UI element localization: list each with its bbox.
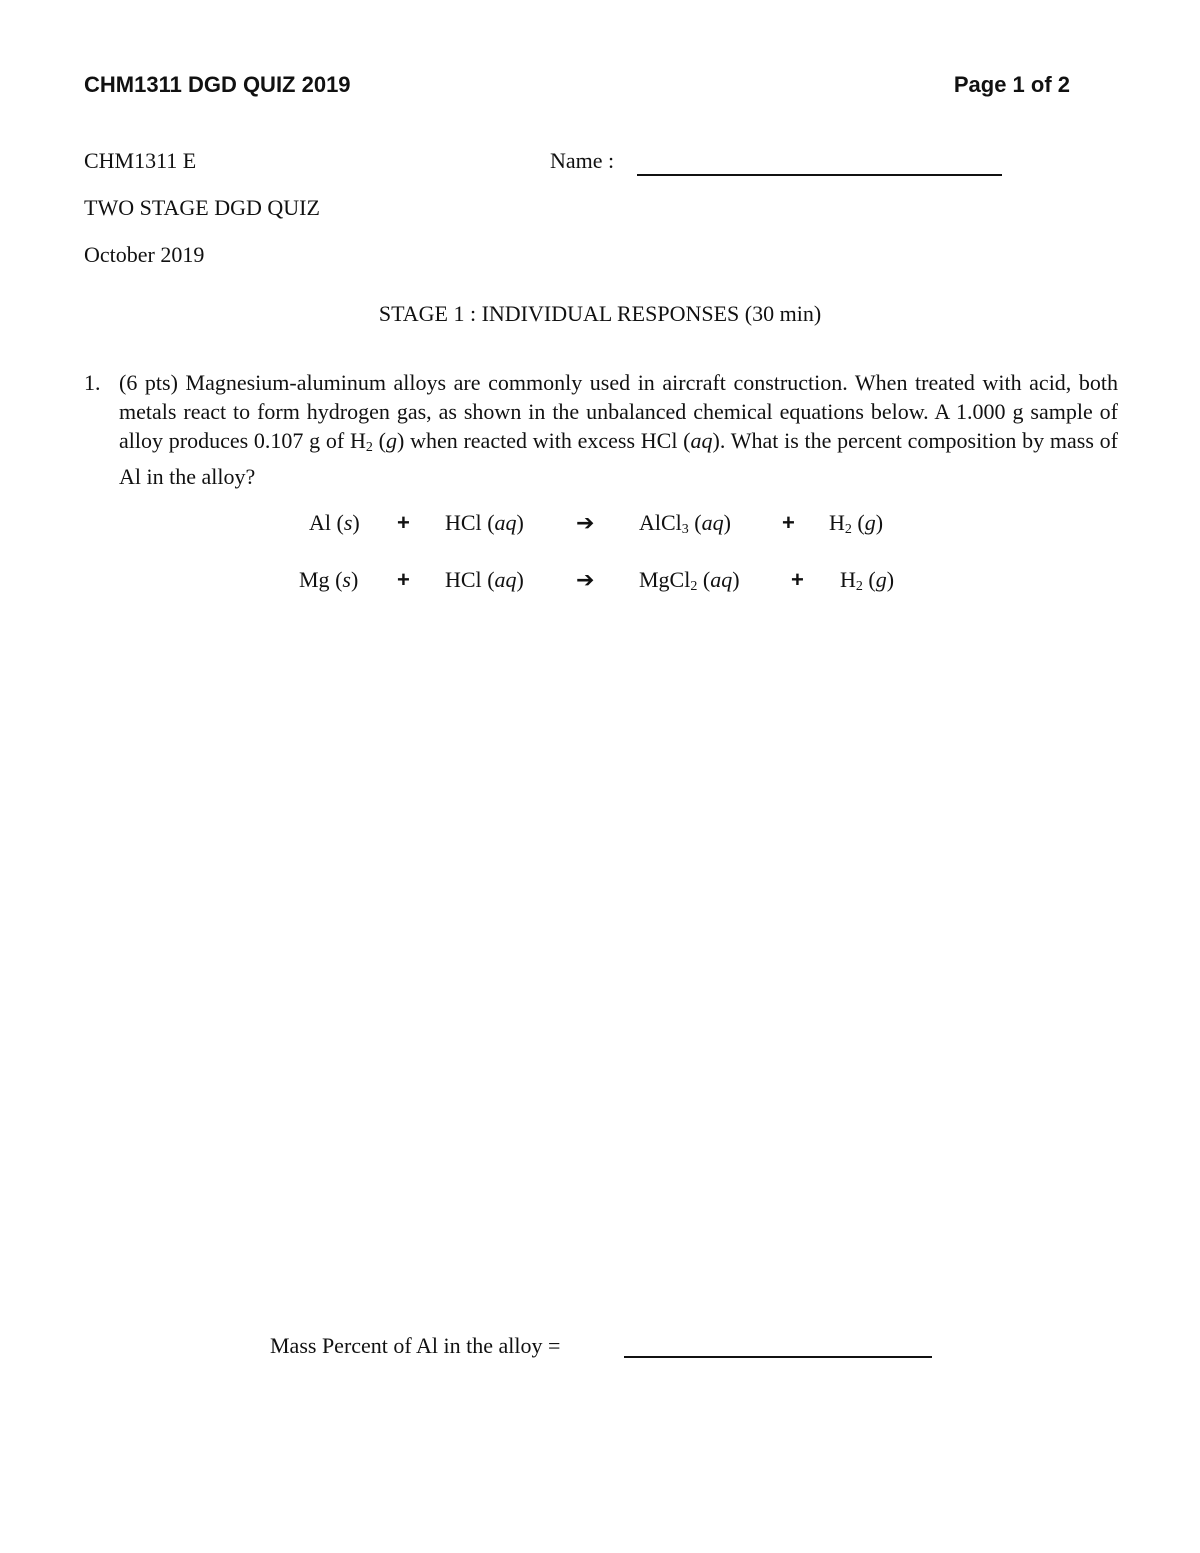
equation-row bbox=[0, 510, 1200, 540]
question-1 bbox=[84, 368, 1118, 491]
reactant-2: HCl (aq) bbox=[445, 510, 524, 535]
course-code: CHM1311 E bbox=[84, 148, 197, 173]
reactant-1: Mg (s) bbox=[299, 567, 359, 592]
plus-sign: + bbox=[397, 510, 410, 535]
product-2: $H_2$ (g) bbox=[829, 510, 884, 537]
page-number: Page 1 of 2 bbox=[953, 72, 1070, 97]
question-points: (6 pts) bbox=[119, 370, 178, 395]
header-course-title: CHM1311 DGD QUIZ 2019 bbox=[84, 72, 351, 97]
reactant-2: HCl (aq) bbox=[445, 567, 524, 592]
question-text-part: Magnesium-aluminum alloys are commonly used in aircraft construction. When treated with acid, both metals react to form hydrogen gas, as shown in the unbalanced chemical equations below. A 1.000 g sample of alloy produces 0.107 g of H bbox=[119, 370, 1119, 453]
reactant-1: Al (s) bbox=[309, 510, 360, 535]
equation-row bbox=[0, 567, 1200, 597]
reaction-arrow-icon: ➔ bbox=[576, 567, 595, 592]
answer-field-line[interactable] bbox=[624, 1356, 932, 1358]
product-2: $H_2$ (g) bbox=[840, 567, 895, 594]
reaction-arrow-icon: ➔ bbox=[576, 510, 595, 535]
product-1: AlCl$_3$ (aq) bbox=[639, 510, 731, 537]
name-field-line[interactable] bbox=[637, 174, 1002, 176]
question-number: 1. bbox=[84, 370, 101, 395]
question-text-part: ). What is the percent composition by mass of Al in the alloy? bbox=[119, 428, 1118, 489]
question-text bbox=[119, 368, 1118, 491]
answer-label: Mass Percent of Al in the alloy = bbox=[270, 1333, 561, 1358]
stage-title: STAGE 1 : INDIVIDUAL RESPONSES (30 min) bbox=[378, 301, 822, 326]
product-1: MgCl$_2$ (aq) bbox=[639, 567, 740, 594]
state-italic: g bbox=[385, 428, 397, 453]
quiz-date: October 2019 bbox=[84, 242, 205, 267]
plus-sign: + bbox=[782, 510, 795, 535]
plus-sign: + bbox=[791, 567, 804, 592]
plus-sign: + bbox=[397, 567, 410, 592]
subscript: 2 bbox=[365, 440, 373, 455]
name-label: Name : bbox=[550, 148, 615, 173]
question-text-part: ) when reacted with excess HCl ( bbox=[396, 428, 691, 453]
question-text-part: ( bbox=[372, 428, 386, 453]
state-italic: aq bbox=[690, 428, 713, 453]
quiz-type: TWO STAGE DGD QUIZ bbox=[84, 195, 320, 220]
